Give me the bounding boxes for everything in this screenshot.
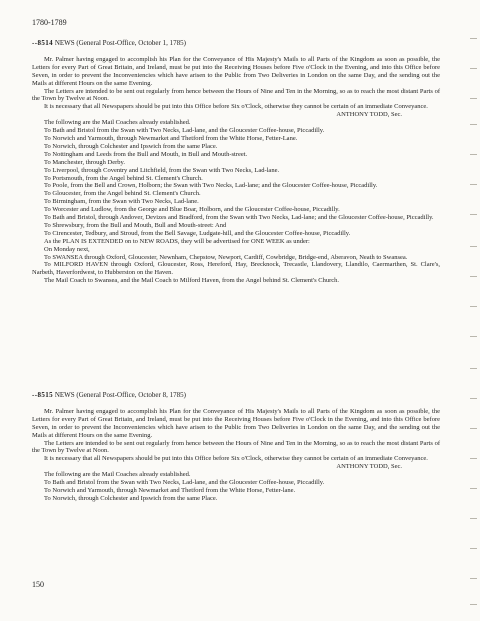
route-line: The Mail Coach to Swansea, and the Mail Coach to Milford Haven, from the Angel behind St. Clement's Church. — [44, 277, 340, 285]
routes-list — [32, 479, 440, 503]
route-line: To Bath and Bristol from the Swan with Two Necks, Lad-lane, and the Gloucester Coffee-house, Piccadilly. — [44, 127, 325, 135]
route-line: To Gloucester, from the Angel behind St. Clement's Church. — [44, 190, 201, 198]
route-line: To Bath and Bristol from the Swan with Two Necks, Lad-lane, and the Gloucester Coffee-house, Piccadilly. — [44, 479, 325, 487]
paragraph: Mr. Palmer having engaged to accomplish his Plan for the Conveyance of His Majesty's Mails to all Parts of the Kingdom as soon as possible, the Letters for every Part of Great Britain, and Ireland, must be put into the Receiving Houses before Five o'Clock in the Evening, and into this Office before Seven, in order to prevent the Inconveniencies which have arisen to the Public from Two Deliveries in London on the same Day, and the sending out the Mails at different Hours on the same Evening. — [32, 407, 440, 439]
route-line: To Birmingham, from the Swan with Two Necks, Lad-lane. — [44, 198, 199, 206]
entry-number: --8515 — [32, 391, 54, 399]
route-line: On Monday next, — [44, 245, 90, 253]
route-line: To Liverpool, through Coventry and Litchfield, from the Swan with Two Necks, Lad-lane. — [44, 166, 280, 174]
entry-title: NEWS — [54, 39, 75, 47]
news-entry-8514 — [32, 40, 440, 285]
route-line: To Bath and Bristol, through Andover, Devizes and Bradford, from the Swan with Two Necks, Lad-lane; and the Gloucester Coffee-house, Piccadilly. — [44, 214, 434, 222]
paragraph: The Letters are intended to be sent out regularly from hence between the Hours of Nine and Ten in the Morning, so as to reach the most distant Parts of the Town by Twelve at Noon. — [32, 439, 440, 455]
route-line: To SWANSEA through Oxford, Gloucester, Newnham, Chepstow, Newport, Cardiff, Cowbridge, Bridge-end, Aberavon, Neath to Swansea. — [44, 253, 408, 261]
entry-source: (General Post-Office, October 8, 1785) — [76, 391, 186, 399]
signature: ANTHONY TODD, Sec. — [336, 463, 402, 471]
route-line: To Norwich, through Colchester and Ipswich from the same Place. — [44, 494, 218, 502]
route-line: To Worcester and Ludlow, from the George and Blue Boar, Holborn, and the Gloucester Coffee-house, Piccadilly. — [44, 206, 340, 214]
page-edge-marks — [466, 0, 480, 621]
entry-title: NEWS — [54, 391, 75, 399]
entry-number: --8514 — [32, 39, 54, 47]
routes-intro: The following are the Mail Coaches already established. — [44, 119, 191, 127]
entry-source: (General Post-Office, October 1, 1785) — [76, 39, 186, 47]
entry-heading — [32, 40, 440, 48]
route-line: To Cirencester, Tedbury, and Stroud, from the Bell Savage, Ludgate-hill, and the Gloucester Coffee-house, Piccadilly. — [44, 229, 351, 237]
running-header: 1780-1789 — [32, 18, 67, 27]
routes-intro: The following are the Mail Coaches already established. — [44, 471, 191, 479]
route-line: To Portsmouth, from the Angel behind St. Clement's Church. — [44, 174, 203, 182]
news-entry-8515 — [32, 392, 440, 503]
route-line: As the PLAN IS EXTENDED on to NEW ROADS, they will be advertised for ONE WEEK as under: — [44, 237, 310, 245]
route-line: To Shrewsbury, from the Bull and Mouth, Bull and Mouth-street: And — [44, 221, 227, 229]
page-number: 150 — [32, 580, 44, 589]
route-line: To Nottingham and Leeds from the Bull and Mouth, in Bull and Mouth-street. — [44, 150, 248, 158]
routes-list — [32, 127, 440, 285]
entry-heading — [32, 392, 440, 400]
paragraph: It is necessary that all Newspapers should be put into this Office before Six o'Clock, otherwise they cannot be certain of an immediate Conveyance. — [44, 455, 428, 463]
route-line: To MILFORD HAVEN through Oxford, Gloucester, Ross, Hereford, Hay, Brecknock, Trecastle, Llandovery, Llandilo, Caermarthen, St. Clare's, Narbeth, Haverfordwest, to Hubberston on the Haven. — [32, 261, 440, 277]
paragraph: The Letters are intended to be sent out regularly from hence between the Hours of Nine and Ten in the Morning, so as to reach the most distant Parts of the Town by Twelve at Noon. — [32, 87, 440, 103]
paragraph: It is necessary that all Newspapers should be put into this Office before Six o'Clock, otherwise they cannot be certain of an immediate Conveyance. — [44, 103, 428, 111]
route-line: To Manchester, through Derby. — [44, 158, 125, 166]
signature: ANTHONY TODD, Sec. — [336, 111, 402, 119]
route-line: To Norwich and Yarmouth, through Newmarket and Thetford from the White Horse, Fetter-lane. — [44, 486, 296, 494]
route-line: To Norwich and Yarmouth, through Newmarket and Thetford from the White Horse, Fetter-Lane. — [44, 134, 298, 142]
paragraph: Mr. Palmer having engaged to accomplish his Plan for the Conveyance of His Majesty's Mails to all Parts of the Kingdom as soon as possible, the Letters for every Part of Great Britain, and Ireland, must be put into the Receiving Houses before Five o'Clock in the Evening, and into this Office before Seven, in order to prevent the Inconveniencies which have arisen to the Public from Two Deliveries in London on the same Day, and the sending out the Mails at different Hours on the same Evening. — [32, 55, 440, 87]
route-line: To Norwich, through Colchester and Ipswich from the same Place. — [44, 142, 218, 150]
route-line: To Poole, from the Bell and Crown, Holborn; the Swan with Two Necks, Lad-lane; and the Gloucester Coffee-house, Piccadilly. — [44, 182, 378, 190]
